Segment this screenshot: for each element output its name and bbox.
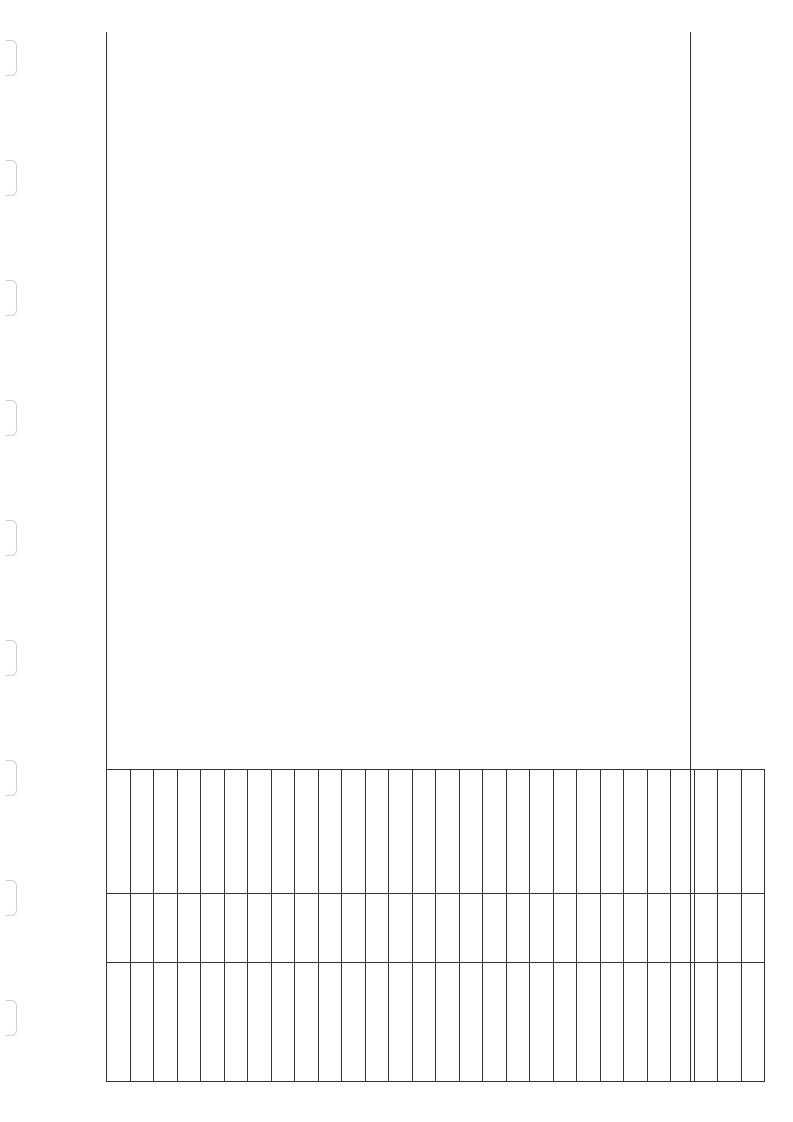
qty-cell xyxy=(600,894,624,963)
qty-cell xyxy=(365,894,389,963)
subtotal-cell xyxy=(741,770,765,894)
qty-cell xyxy=(271,894,295,963)
item-cell xyxy=(600,963,624,1082)
table-row xyxy=(248,770,272,1082)
qty-cell xyxy=(624,894,648,963)
subtotal-cell xyxy=(295,770,319,894)
table-row xyxy=(389,770,413,1082)
subtotal-cell xyxy=(459,770,483,894)
item-cell xyxy=(177,963,201,1082)
item-cell xyxy=(577,963,601,1082)
qty-cell xyxy=(295,894,319,963)
subtotal-cell xyxy=(600,770,624,894)
subtotal-cell xyxy=(342,770,366,894)
item-cell xyxy=(130,963,154,1082)
subtotal-cell xyxy=(318,770,342,894)
item-cell xyxy=(201,963,225,1082)
table-row xyxy=(577,770,601,1082)
table-row xyxy=(177,770,201,1082)
qty-cell xyxy=(201,894,225,963)
table-row xyxy=(295,770,319,1082)
item-cell xyxy=(694,963,718,1082)
subtotal-cell xyxy=(553,770,577,894)
table-row xyxy=(741,770,765,1082)
qty-cell xyxy=(647,894,671,963)
qty-cell xyxy=(342,894,366,963)
item-cell xyxy=(412,963,436,1082)
qty-cell xyxy=(412,894,436,963)
donation-table-area xyxy=(106,28,690,1082)
table-row xyxy=(154,770,178,1082)
item-cell xyxy=(295,963,319,1082)
item-cell xyxy=(553,963,577,1082)
qty-cell xyxy=(248,894,272,963)
table-row xyxy=(365,770,389,1082)
qty-cell xyxy=(130,894,154,963)
subtotal-cell xyxy=(248,770,272,894)
qty-cell xyxy=(553,894,577,963)
table-row xyxy=(647,770,671,1082)
item-cell xyxy=(342,963,366,1082)
subtotal-cell xyxy=(154,770,178,894)
subtotal-cell xyxy=(107,770,131,894)
table-row xyxy=(483,770,507,1082)
subtotal-cell xyxy=(624,770,648,894)
table-row xyxy=(600,770,624,1082)
item-cell xyxy=(248,963,272,1082)
qty-cell xyxy=(389,894,413,963)
subtotal-cell xyxy=(506,770,530,894)
item-cell xyxy=(671,963,695,1082)
item-cell xyxy=(506,963,530,1082)
qty-cell xyxy=(459,894,483,963)
item-cell xyxy=(436,963,460,1082)
subtotal-cell xyxy=(647,770,671,894)
table-row xyxy=(271,770,295,1082)
subtotal-cell xyxy=(389,770,413,894)
subtotal-cell xyxy=(177,770,201,894)
subtotal-cell xyxy=(530,770,554,894)
qty-cell xyxy=(483,894,507,963)
table-row xyxy=(318,770,342,1082)
qty-cell xyxy=(107,894,131,963)
table-row xyxy=(107,770,131,1082)
qty-cell xyxy=(177,894,201,963)
table-row xyxy=(718,770,742,1082)
item-cell xyxy=(154,963,178,1082)
table-row xyxy=(506,770,530,1082)
item-cell xyxy=(365,963,389,1082)
item-cell xyxy=(741,963,765,1082)
subtotal-cell xyxy=(577,770,601,894)
qty-cell xyxy=(318,894,342,963)
item-cell xyxy=(530,963,554,1082)
table-row xyxy=(459,770,483,1082)
item-cell xyxy=(389,963,413,1082)
table-row xyxy=(130,770,154,1082)
subtotal-cell xyxy=(130,770,154,894)
table-row xyxy=(553,770,577,1082)
table-row xyxy=(530,770,554,1082)
item-cell xyxy=(718,963,742,1082)
qty-cell xyxy=(436,894,460,963)
subtotal-cell xyxy=(224,770,248,894)
item-cell xyxy=(459,963,483,1082)
subtotal-cell xyxy=(483,770,507,894)
subtotal-cell xyxy=(365,770,389,894)
subtotal-cell xyxy=(436,770,460,894)
qty-cell xyxy=(577,894,601,963)
qty-cell xyxy=(741,894,765,963)
subtotal-cell xyxy=(694,770,718,894)
table-row xyxy=(412,770,436,1082)
item-cell xyxy=(271,963,295,1082)
qty-cell xyxy=(154,894,178,963)
qty-cell xyxy=(718,894,742,963)
item-cell xyxy=(624,963,648,1082)
qty-cell xyxy=(530,894,554,963)
subtotal-cell xyxy=(271,770,295,894)
table-row xyxy=(201,770,225,1082)
table-row xyxy=(342,770,366,1082)
subtotal-cell xyxy=(201,770,225,894)
item-cell xyxy=(483,963,507,1082)
qty-cell xyxy=(671,894,695,963)
item-cell xyxy=(318,963,342,1082)
subtotal-cell xyxy=(671,770,695,894)
qty-cell xyxy=(506,894,530,963)
subtotal-cell xyxy=(718,770,742,894)
table-row xyxy=(224,770,248,1082)
donation-table xyxy=(106,769,765,1082)
qty-cell xyxy=(694,894,718,963)
qty-cell xyxy=(224,894,248,963)
table-row xyxy=(671,770,695,1082)
table-row xyxy=(436,770,460,1082)
table-row xyxy=(694,770,718,1082)
item-cell xyxy=(647,963,671,1082)
item-cell xyxy=(107,963,131,1082)
table-row xyxy=(624,770,648,1082)
subtotal-cell xyxy=(412,770,436,894)
item-cell xyxy=(224,963,248,1082)
